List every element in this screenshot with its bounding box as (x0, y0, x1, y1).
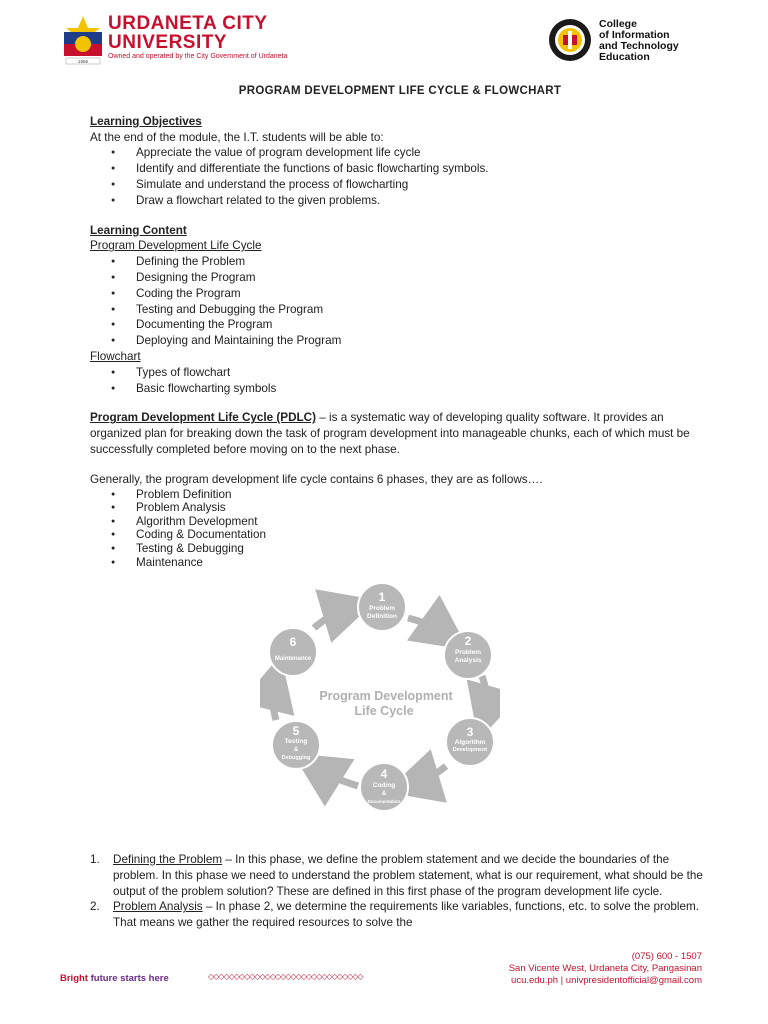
list-item: ● Defining the Problem (90, 254, 710, 270)
phase-node-1 (358, 583, 406, 631)
item-term: Problem Analysis (113, 900, 203, 914)
footer-address: San Vicente West, Urdaneta City, Pangasinan (508, 963, 702, 974)
phase-node-4 (360, 763, 408, 811)
college-name (599, 19, 679, 63)
list-item: ● Testing & Debugging (90, 542, 710, 556)
list-item (90, 899, 710, 931)
phase-label: Algorithm (454, 739, 486, 746)
item-number: 1. (90, 853, 100, 866)
phase-number: 4 (380, 767, 388, 781)
objectives-intro: At the end of the module, the I.T. students will be able to: (90, 130, 384, 144)
pdlc-definition-text: – is a systematic way of developing quality software. It provides an organized plan for breaking down the task of program development into manageable chunks, each of which must be successfully completed before moving on to the next phase. (90, 411, 690, 456)
module-content (90, 80, 710, 569)
list-item: ● Problem Definition (90, 488, 710, 502)
list-item (90, 852, 710, 899)
pdlc-subheading: Program Development Life Cycle (90, 239, 262, 253)
objectives-list (90, 145, 710, 208)
list-item: ● Identify and differentiate the functions of basic flowcharting symbols. (90, 161, 710, 177)
college-seal-icon (548, 18, 592, 62)
phase-number: 5 (292, 724, 300, 738)
cycle-arrow (408, 618, 446, 634)
phase-label: Development (452, 747, 488, 753)
phase-node-6 (269, 628, 317, 676)
university-name-line2: UNIVERSITY (108, 32, 228, 53)
footer-tagline (60, 973, 169, 984)
phase-label: Coding (372, 782, 396, 789)
logo-year: 1966 (77, 59, 89, 64)
phase-label: Analysis (454, 657, 482, 664)
phase-label: Debugging (281, 755, 311, 761)
list-item: ● Appreciate the value of program development life cycle (90, 145, 710, 161)
list-item: ● Problem Analysis (90, 501, 710, 515)
list-item: ● Simulate and understand the process of flowcharting (90, 177, 710, 193)
footer-contact (509, 951, 702, 987)
list-item: ● Coding & Documentation (90, 528, 710, 542)
page-title: PROGRAM DEVELOPMENT LIFE CYCLE & FLOWCHART (238, 85, 562, 97)
item-number: 2. (90, 900, 100, 914)
college-name-line3: and Technology (599, 40, 679, 52)
cycle-arrow (412, 766, 446, 784)
diagram-center-title-line2: Life Cycle (354, 704, 414, 718)
phase-node-5 (272, 721, 320, 769)
phase-number: 3 (466, 725, 474, 739)
phase-label: Documentation (367, 799, 401, 804)
phase-node-3 (446, 718, 494, 766)
list-item: ● Algorithm Development (90, 515, 710, 529)
list-item: ● Deploying and Maintaining the Program (90, 333, 710, 349)
list-item: ● Testing and Debugging the Program (90, 302, 710, 318)
phase-label: Problem (368, 605, 396, 612)
list-item: ● Coding the Program (90, 286, 710, 302)
item-text: – In phase 2, we determine the requirements like variables, functions, etc. to solve the problem. That means we gather the required resources to solve the (113, 900, 699, 930)
pdlc-definition (90, 410, 710, 457)
university-subtitle: Owned and operated by the City Government of Urdaneta (108, 53, 288, 60)
phases-list (90, 488, 710, 570)
phase-label: & (293, 747, 299, 753)
tagline-rest: future starts here (87, 973, 169, 984)
phase-label: & (381, 791, 387, 797)
content-heading: Learning Content (90, 223, 187, 237)
phase-label: Definition (367, 613, 397, 620)
item-term: Defining the Problem (113, 853, 223, 866)
pdlc-cycle-diagram (260, 582, 500, 814)
footer-phone: (075) 600 - 1507 (631, 951, 702, 962)
page-footer (0, 948, 768, 1024)
list-item: ● Documenting the Program (90, 317, 710, 333)
list-item: ● Maintenance (90, 556, 710, 570)
university-name (108, 14, 268, 52)
college-name-line4: Education (599, 51, 650, 63)
diagram-center-title-line1: Program Development (319, 689, 453, 703)
phases-intro: Generally, the program development life cycle contains 6 phases, they are as follows…. (90, 472, 543, 486)
pdlc-topics-list (90, 254, 710, 349)
flowchart-subheading: Flowchart (90, 349, 141, 363)
phase-explanations (90, 852, 710, 931)
cycle-arrow (316, 768, 358, 786)
tagline-bright: Bright (60, 973, 88, 984)
phase-node-2 (444, 631, 492, 679)
college-name-line1: College (599, 18, 637, 30)
flowchart-topics-list (90, 365, 710, 397)
cycle-arrow (314, 608, 350, 628)
phase-label: Testing (284, 738, 308, 745)
university-name-line1: URDANETA CITY (108, 13, 268, 34)
item-text: – In this phase, we define the problem statement and we decide the boundaries of the problem. In this phase we need to understand the problem statement, what is our requirement, what should be the output of the problem solution? These are defined in this first phase of the program development life cycle. (113, 853, 703, 898)
footer-web[interactable]: ucu.edu.ph | univpresidentofficial@gmail.com (511, 975, 702, 986)
phase-number: 2 (464, 634, 472, 648)
university-logo-icon (60, 14, 106, 66)
list-item: ● Basic flowcharting symbols (90, 381, 710, 397)
cycle-arrow (272, 682, 276, 720)
phase-label: Maintenance (274, 656, 312, 662)
list-item: ● Draw a flowchart related to the given problems. (90, 193, 710, 209)
phase-label: Problem (454, 649, 482, 656)
phase-number: 1 (378, 590, 386, 604)
pdlc-term: Program Development Life Cycle (PDLC) (90, 411, 317, 425)
page-header (0, 0, 768, 80)
college-name-line2: of Information (599, 29, 670, 41)
cycle-arrow (482, 676, 487, 714)
list-item: ● Types of flowchart (90, 365, 710, 381)
footer-diamond-border: ◇◇◇◇◇◇◇◇◇◇◇◇◇◇◇◇◇◇◇◇◇◇◇◇◇◇◇◇◇◇ (208, 972, 363, 981)
objectives-heading: Learning Objectives (90, 114, 202, 128)
list-item: ● Designing the Program (90, 270, 710, 286)
phase-number: 6 (289, 635, 297, 649)
